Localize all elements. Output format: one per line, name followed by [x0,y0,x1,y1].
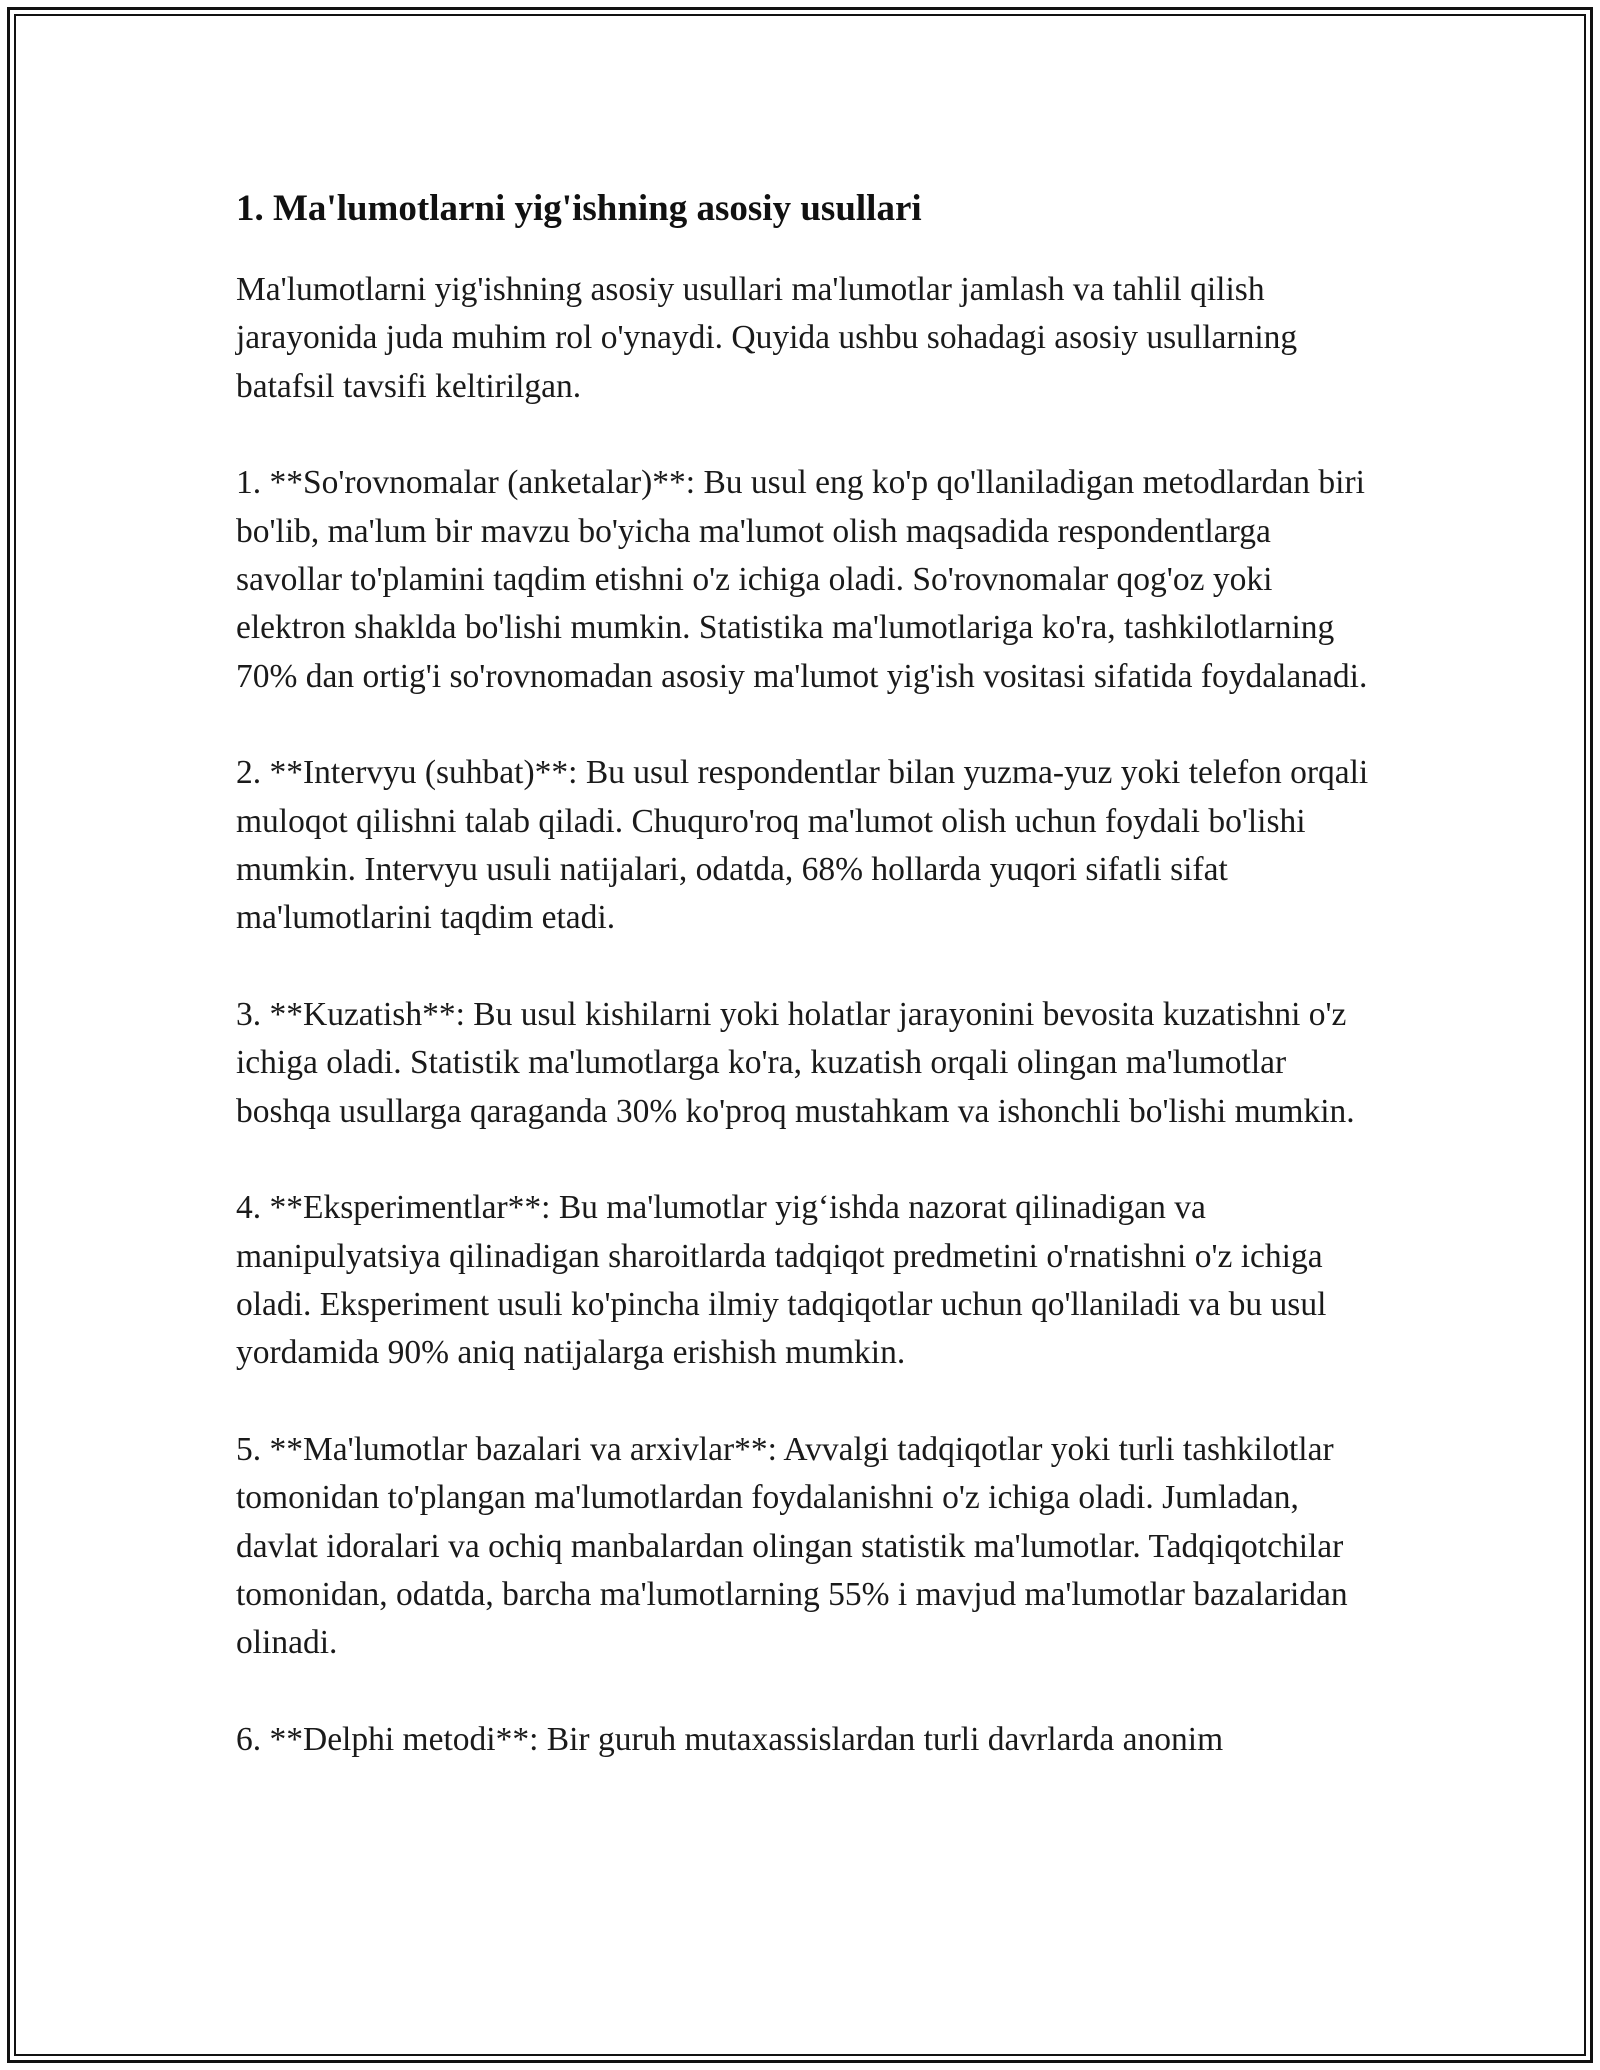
document-body [236,186,1376,1812]
method-interview-paragraph: 2. **Intervyu (suhbat)**: Bu usul respondentlar bilan yuzma-yuz yoki telefon orqali muloqot qilishni talab qiladi. Chuquro'roq ma'lumot olish uchun foydali bo'lishi mumkin. Intervyu usuli natijalari, odatda, 68% hollarda yuqori sifatli sifat ma'lumotlarini taqdim etadi. [236,754,1369,937]
section-heading: 1. Ma'lumotlarni yig'ishning asosiy usullari [236,188,922,229]
method-delphi-paragraph: 6. **Delphi metodi**: Bir guruh mutaxassislardan turli davrlarda anonim [236,1720,1224,1758]
method-surveys-paragraph: 1. **So'rovnomalar (anketalar)**: Bu usul eng ko'p qo'llaniladigan metodlardan biri bo'lib, ma'lum bir mavzu bo'yicha ma'lumot olish maqsadida respondentlarga savollar to'plamini taqdim etishni o'z ichiga oladi. So'rovnomalar qog'oz yoki elektron shaklda bo'lishi mumkin. Statistika ma'lumotlariga ko'ra, tashkilotlarning 70% dan ortig'i so'rovnomadan asosiy ma'lumot yig'ish vositasi sifatida foydalanadi. [236,464,1368,695]
method-experiments-paragraph: 4. **Eksperimentlar**: Bu ma'lumotlar yig‘ishda nazorat qilinadigan va manipulyatsiya qilinadigan sharoitlarda tadqiqot predmetini o'rnatishni o'z ichiga oladi. Eksperiment usuli ko'pincha ilmiy tadqiqotlar uchun qo'llaniladi va bu usul yordamida 90% aniq natijalarga erishish mumkin. [236,1189,1327,1372]
method-observation-paragraph: 3. **Kuzatish**: Bu usul kishilarni yoki holatlar jarayonini bevosita kuzatishni o'z ichiga oladi. Statistik ma'lumotlarga ko'ra, kuzatish orqali olingan ma'lumotlar boshqa usullarga qaraganda 30% ko'proq mustahkam va ishonchli bo'lishi mumkin. [236,995,1355,1130]
method-databases-paragraph: 5. **Ma'lumotlar bazalari va arxivlar**: Avvalgi tadqiqotlar yoki turli tashkilotlar tomonidan to'plangan ma'lumotlardan foydalanishni o'z ichiga oladi. Jumladan, davlat idoralari va ochiq manbalardan olingan statistik ma'lumotlar. Tadqiqotchilar tomonidan, odatda, barcha ma'lumotlarning 55% i mavjud ma'lumotlar bazalaridan olinadi. [236,1430,1348,1662]
intro-paragraph: Ma'lumotlarni yig'ishning asosiy usullari ma'lumotlar jamlash va tahlil qilish jarayonida juda muhim rol o'ynaydi. Quyida ushbu sohadagi asosiy usullarning batafsil tavsifi keltirilgan. [236,271,1298,405]
